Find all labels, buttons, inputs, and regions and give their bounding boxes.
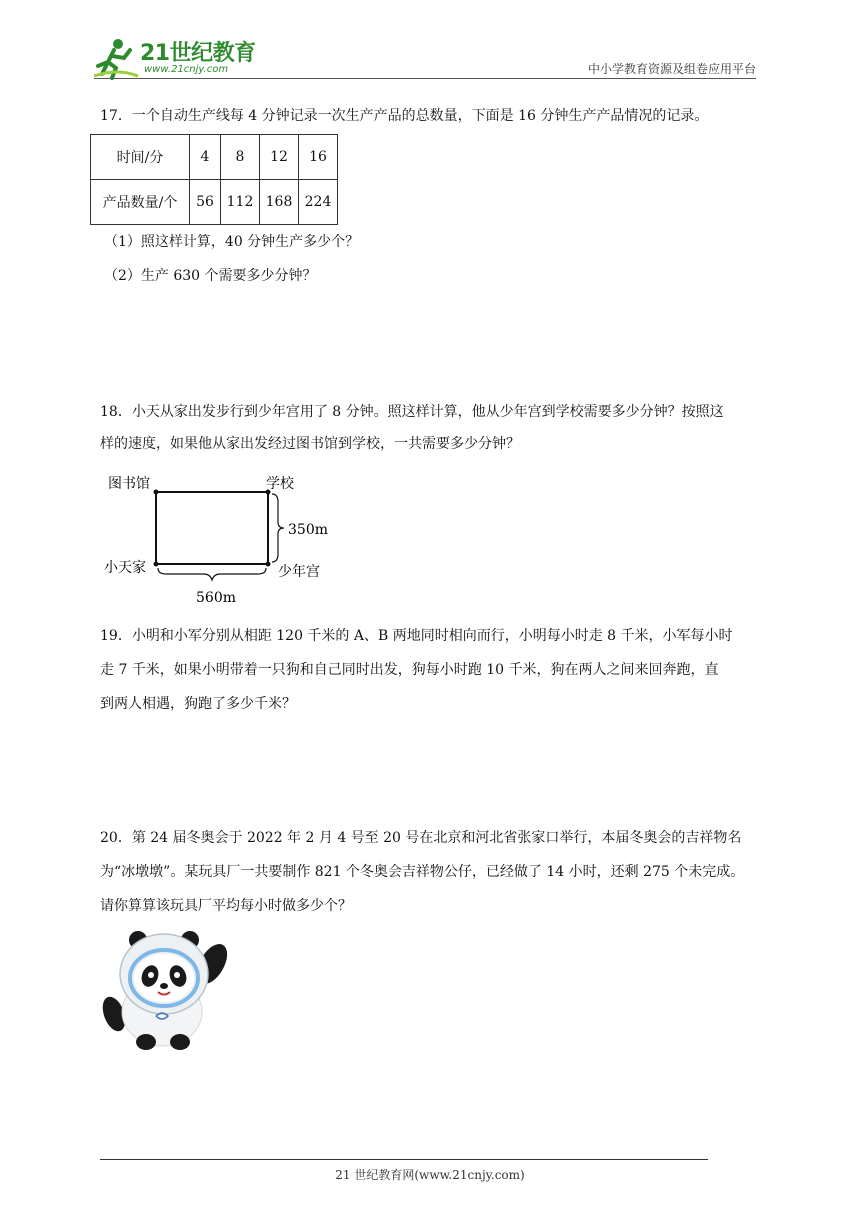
q19-line2: 走 7 千米，如果小明带着一只狗和自己同时出发，狗每小时跑 10 千米，狗在两人之间来回奔跑，直 xyxy=(100,662,719,678)
table-cell: 168 xyxy=(260,180,299,225)
label-home: 小天家 xyxy=(104,560,146,576)
table-cell: 4 xyxy=(190,135,221,180)
q19-line3: 到两人相遇，狗跑了多少千米？ xyxy=(100,696,296,712)
q19-line1: 19．小明和小军分别从相距 120 千米的 A、B 两地同时相向而行，小明每小时走 8 千米，小军每小时 xyxy=(100,628,733,644)
table-cell: 224 xyxy=(299,180,338,225)
label-vertical-length: 350m xyxy=(288,522,328,538)
table-cell: 56 xyxy=(190,180,221,225)
q17-text: 17．一个自动生产线每 4 分钟记录一次生产产品的总数量，下面是 16 分钟生产产品情况的记录。 xyxy=(100,108,709,124)
table-cell: 产品数量/个 xyxy=(91,180,190,225)
table-cell: 时间/分 xyxy=(91,135,190,180)
q17-table xyxy=(90,134,338,225)
q18-line1: 18．小天从家出发步行到少年宫用了 8 分钟。照这样计算，他从少年宫到学校需要多少分钟？按照这 xyxy=(100,404,724,420)
q20-line1: 20．第 24 届冬奥会于 2022 年 2 月 4 号至 20 号在北京和河北省张家口举行，本届冬奥会的吉祥物名 xyxy=(100,830,742,846)
logo-url: www.21cnjy.com xyxy=(144,64,229,75)
mascot-image xyxy=(100,928,240,1052)
table-cell: 12 xyxy=(260,135,299,180)
q17-sub2: （2）生产 630 个需要多少分钟？ xyxy=(104,268,317,284)
logo-text: 21世纪教育 xyxy=(140,41,256,66)
label-library: 图书馆 xyxy=(108,476,150,492)
table-cell: 16 xyxy=(299,135,338,180)
table-row xyxy=(91,180,338,225)
q20-line3: 请你算算该玩具厂平均每小时做多少个？ xyxy=(100,898,352,914)
site-name: 中小学教育资源及组卷应用平台 xyxy=(587,62,756,76)
route-diagram xyxy=(100,472,340,612)
q17-sub1: （1）照这样计算，40 分钟生产多少个？ xyxy=(104,234,360,250)
footer-divider xyxy=(100,1159,708,1160)
label-horizontal-length: 560m xyxy=(196,590,236,606)
table-row xyxy=(91,135,338,180)
q18-line2: 样的速度，如果他从家出发经过图书馆到学校，一共需要多少分钟？ xyxy=(100,436,520,452)
q20-line2: 为“冰墩墩”。某玩具厂一共要制作 821 个冬奥会吉祥物公仔，已经做了 14 小时，还剩 275 个未完成。 xyxy=(100,864,745,880)
label-youth-palace: 少年宫 xyxy=(278,564,320,580)
header-divider xyxy=(94,78,756,79)
table-cell: 8 xyxy=(221,135,260,180)
label-school: 学校 xyxy=(266,476,294,492)
table-cell: 112 xyxy=(221,180,260,225)
footer-text: 21 世纪教育网(www.21cnjy.com) xyxy=(335,1168,525,1182)
